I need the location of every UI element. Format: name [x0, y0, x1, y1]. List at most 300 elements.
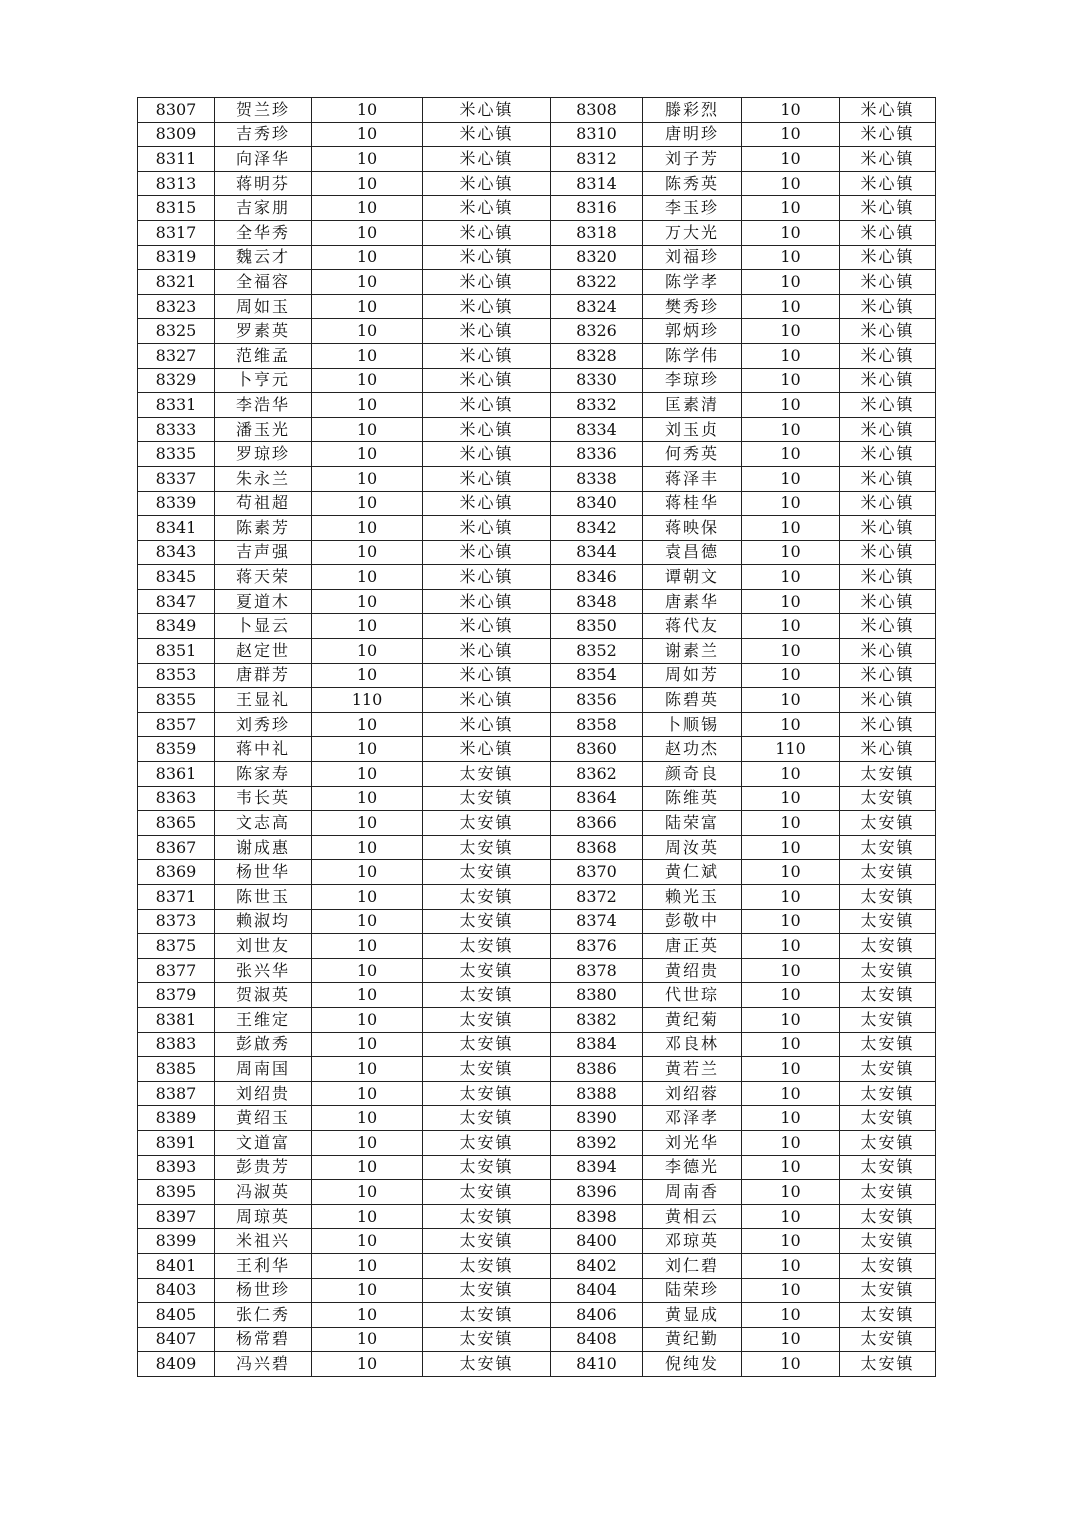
left-id-cell: 8407	[138, 1327, 215, 1352]
table-row	[138, 786, 936, 811]
right-id-cell: 8340	[551, 491, 643, 516]
left-town-cell: 太安镇	[423, 1180, 551, 1205]
left-id-cell: 8353	[138, 663, 215, 688]
right-name-cell: 卜顺锡	[643, 712, 742, 737]
right-town-cell: 太安镇	[840, 1057, 936, 1082]
right-amount-cell: 10	[742, 663, 840, 688]
right-amount-cell: 10	[742, 417, 840, 442]
left-name-cell: 刘绍贵	[215, 1081, 312, 1106]
right-id-cell: 8388	[551, 1081, 643, 1106]
right-town-cell: 米心镇	[840, 491, 936, 516]
left-id-cell: 8331	[138, 393, 215, 418]
left-id-cell: 8329	[138, 368, 215, 393]
left-town-cell: 太安镇	[423, 934, 551, 959]
left-town-cell: 太安镇	[423, 1278, 551, 1303]
right-town-cell: 米心镇	[840, 442, 936, 467]
left-name-cell: 谢成惠	[215, 835, 312, 860]
right-id-cell: 8404	[551, 1278, 643, 1303]
left-name-cell: 朱永兰	[215, 466, 312, 491]
table-row	[138, 319, 936, 344]
right-id-cell: 8408	[551, 1327, 643, 1352]
left-town-cell: 米心镇	[423, 368, 551, 393]
left-id-cell: 8377	[138, 958, 215, 983]
right-id-cell: 8400	[551, 1229, 643, 1254]
left-id-cell: 8357	[138, 712, 215, 737]
right-name-cell: 邓琼英	[643, 1229, 742, 1254]
right-town-cell: 米心镇	[840, 220, 936, 245]
left-id-cell: 8325	[138, 319, 215, 344]
right-amount-cell: 10	[742, 393, 840, 418]
left-amount-cell: 10	[312, 614, 423, 639]
right-town-cell: 米心镇	[840, 565, 936, 590]
right-town-cell: 太安镇	[840, 1327, 936, 1352]
right-name-cell: 黄若兰	[643, 1057, 742, 1082]
left-town-cell: 太安镇	[423, 1081, 551, 1106]
right-amount-cell: 10	[742, 786, 840, 811]
right-id-cell: 8344	[551, 540, 643, 565]
right-amount-cell: 10	[742, 762, 840, 787]
left-town-cell: 太安镇	[423, 1204, 551, 1229]
right-name-cell: 刘仁碧	[643, 1253, 742, 1278]
right-name-cell: 陆荣珍	[643, 1278, 742, 1303]
left-amount-cell: 10	[312, 1032, 423, 1057]
right-town-cell: 米心镇	[840, 614, 936, 639]
left-town-cell: 太安镇	[423, 1106, 551, 1131]
right-name-cell: 陈碧英	[643, 688, 742, 713]
right-town-cell: 米心镇	[840, 147, 936, 172]
right-amount-cell: 10	[742, 171, 840, 196]
right-name-cell: 樊秀珍	[643, 294, 742, 319]
left-name-cell: 吉秀珍	[215, 122, 312, 147]
right-name-cell: 唐明珍	[643, 122, 742, 147]
table-row	[138, 98, 936, 123]
left-name-cell: 贺兰珍	[215, 98, 312, 123]
right-name-cell: 黄仁斌	[643, 860, 742, 885]
left-name-cell: 杨世珍	[215, 1278, 312, 1303]
left-amount-cell: 10	[312, 885, 423, 910]
right-amount-cell: 10	[742, 1057, 840, 1082]
right-name-cell: 刘子芳	[643, 147, 742, 172]
table-row	[138, 122, 936, 147]
table-row	[138, 147, 936, 172]
left-amount-cell: 10	[312, 368, 423, 393]
right-town-cell: 米心镇	[840, 171, 936, 196]
left-amount-cell: 10	[312, 712, 423, 737]
left-name-cell: 杨世华	[215, 860, 312, 885]
right-name-cell: 陈学孝	[643, 270, 742, 295]
left-amount-cell: 10	[312, 589, 423, 614]
left-id-cell: 8393	[138, 1155, 215, 1180]
table-row	[138, 368, 936, 393]
right-id-cell: 8364	[551, 786, 643, 811]
left-town-cell: 太安镇	[423, 1327, 551, 1352]
table-row	[138, 1180, 936, 1205]
right-name-cell: 黄纪菊	[643, 1007, 742, 1032]
left-id-cell: 8359	[138, 737, 215, 762]
left-amount-cell: 10	[312, 516, 423, 541]
left-amount-cell: 10	[312, 663, 423, 688]
left-town-cell: 米心镇	[423, 245, 551, 270]
left-town-cell: 米心镇	[423, 417, 551, 442]
left-amount-cell: 10	[312, 1352, 423, 1377]
right-id-cell: 8366	[551, 811, 643, 836]
left-town-cell: 米心镇	[423, 540, 551, 565]
left-amount-cell: 10	[312, 639, 423, 664]
left-id-cell: 8387	[138, 1081, 215, 1106]
left-town-cell: 太安镇	[423, 835, 551, 860]
right-town-cell: 米心镇	[840, 245, 936, 270]
table-row	[138, 835, 936, 860]
left-name-cell: 卜亨元	[215, 368, 312, 393]
left-name-cell: 蒋明芬	[215, 171, 312, 196]
right-id-cell: 8382	[551, 1007, 643, 1032]
right-town-cell: 太安镇	[840, 1352, 936, 1377]
right-amount-cell: 10	[742, 589, 840, 614]
right-name-cell: 李琼珍	[643, 368, 742, 393]
left-town-cell: 米心镇	[423, 147, 551, 172]
right-name-cell: 黄显成	[643, 1303, 742, 1328]
left-name-cell: 陈家寿	[215, 762, 312, 787]
left-amount-cell: 10	[312, 1106, 423, 1131]
right-amount-cell: 10	[742, 294, 840, 319]
table-row	[138, 1106, 936, 1131]
left-amount-cell: 10	[312, 1057, 423, 1082]
left-town-cell: 米心镇	[423, 491, 551, 516]
table-row	[138, 737, 936, 762]
left-town-cell: 米心镇	[423, 712, 551, 737]
left-amount-cell: 10	[312, 1204, 423, 1229]
right-id-cell: 8346	[551, 565, 643, 590]
left-amount-cell: 10	[312, 1278, 423, 1303]
right-town-cell: 米心镇	[840, 98, 936, 123]
left-town-cell: 米心镇	[423, 294, 551, 319]
left-amount-cell: 10	[312, 245, 423, 270]
right-amount-cell: 10	[742, 122, 840, 147]
right-amount-cell: 10	[742, 958, 840, 983]
left-amount-cell: 10	[312, 1007, 423, 1032]
table-row	[138, 885, 936, 910]
right-amount-cell: 10	[742, 934, 840, 959]
right-town-cell: 太安镇	[840, 885, 936, 910]
right-name-cell: 黄纪勤	[643, 1327, 742, 1352]
left-amount-cell: 10	[312, 319, 423, 344]
table-row	[138, 1352, 936, 1377]
left-id-cell: 8319	[138, 245, 215, 270]
left-amount-cell: 10	[312, 294, 423, 319]
right-id-cell: 8362	[551, 762, 643, 787]
right-id-cell: 8410	[551, 1352, 643, 1377]
table-row	[138, 1278, 936, 1303]
table-row	[138, 762, 936, 787]
left-id-cell: 8323	[138, 294, 215, 319]
right-town-cell: 太安镇	[840, 762, 936, 787]
left-town-cell: 米心镇	[423, 393, 551, 418]
left-name-cell: 文道富	[215, 1130, 312, 1155]
right-id-cell: 8316	[551, 196, 643, 221]
table-row	[138, 934, 936, 959]
right-id-cell: 8360	[551, 737, 643, 762]
left-name-cell: 赖淑均	[215, 909, 312, 934]
right-town-cell: 太安镇	[840, 1229, 936, 1254]
right-id-cell: 8314	[551, 171, 643, 196]
right-town-cell: 太安镇	[840, 811, 936, 836]
table-row	[138, 393, 936, 418]
left-amount-cell: 10	[312, 220, 423, 245]
table-row	[138, 712, 936, 737]
right-town-cell: 米心镇	[840, 516, 936, 541]
right-amount-cell: 10	[742, 343, 840, 368]
table-row	[138, 958, 936, 983]
right-town-cell: 太安镇	[840, 983, 936, 1008]
right-id-cell: 8336	[551, 442, 643, 467]
left-town-cell: 米心镇	[423, 196, 551, 221]
left-town-cell: 米心镇	[423, 737, 551, 762]
left-id-cell: 8343	[138, 540, 215, 565]
left-town-cell: 太安镇	[423, 983, 551, 1008]
left-amount-cell: 10	[312, 196, 423, 221]
right-town-cell: 太安镇	[840, 1155, 936, 1180]
right-town-cell: 米心镇	[840, 737, 936, 762]
table-row	[138, 516, 936, 541]
right-town-cell: 太安镇	[840, 1081, 936, 1106]
left-amount-cell: 10	[312, 983, 423, 1008]
left-id-cell: 8361	[138, 762, 215, 787]
left-town-cell: 太安镇	[423, 909, 551, 934]
right-name-cell: 蒋泽丰	[643, 466, 742, 491]
left-name-cell: 向泽华	[215, 147, 312, 172]
left-town-cell: 太安镇	[423, 786, 551, 811]
left-amount-cell: 110	[312, 688, 423, 713]
right-name-cell: 陆荣富	[643, 811, 742, 836]
right-amount-cell: 10	[742, 491, 840, 516]
right-id-cell: 8390	[551, 1106, 643, 1131]
table-row	[138, 983, 936, 1008]
table-row	[138, 171, 936, 196]
right-town-cell: 太安镇	[840, 1130, 936, 1155]
right-name-cell: 匡素清	[643, 393, 742, 418]
left-name-cell: 罗素英	[215, 319, 312, 344]
table-row	[138, 1130, 936, 1155]
left-name-cell: 彭啟秀	[215, 1032, 312, 1057]
left-name-cell: 蒋中礼	[215, 737, 312, 762]
left-id-cell: 8317	[138, 220, 215, 245]
left-name-cell: 范维孟	[215, 343, 312, 368]
right-name-cell: 周如芳	[643, 663, 742, 688]
right-amount-cell: 10	[742, 196, 840, 221]
right-amount-cell: 10	[742, 98, 840, 123]
right-amount-cell: 10	[742, 220, 840, 245]
left-amount-cell: 10	[312, 565, 423, 590]
table-row	[138, 663, 936, 688]
right-amount-cell: 10	[742, 368, 840, 393]
right-amount-cell: 10	[742, 1081, 840, 1106]
left-town-cell: 太安镇	[423, 1253, 551, 1278]
right-id-cell: 8392	[551, 1130, 643, 1155]
right-id-cell: 8384	[551, 1032, 643, 1057]
right-amount-cell: 110	[742, 737, 840, 762]
left-id-cell: 8367	[138, 835, 215, 860]
right-town-cell: 太安镇	[840, 1032, 936, 1057]
right-town-cell: 太安镇	[840, 1007, 936, 1032]
right-name-cell: 周汝英	[643, 835, 742, 860]
right-amount-cell: 10	[742, 442, 840, 467]
left-amount-cell: 10	[312, 1180, 423, 1205]
right-id-cell: 8398	[551, 1204, 643, 1229]
left-amount-cell: 10	[312, 1229, 423, 1254]
table-row	[138, 639, 936, 664]
right-name-cell: 谢素兰	[643, 639, 742, 664]
left-town-cell: 太安镇	[423, 860, 551, 885]
right-amount-cell: 10	[742, 147, 840, 172]
right-town-cell: 太安镇	[840, 1253, 936, 1278]
right-amount-cell: 10	[742, 1155, 840, 1180]
right-name-cell: 蒋代友	[643, 614, 742, 639]
right-amount-cell: 10	[742, 1303, 840, 1328]
left-amount-cell: 10	[312, 958, 423, 983]
right-town-cell: 米心镇	[840, 466, 936, 491]
roster-table-body	[138, 98, 936, 1377]
left-amount-cell: 10	[312, 909, 423, 934]
right-amount-cell: 10	[742, 688, 840, 713]
left-town-cell: 米心镇	[423, 639, 551, 664]
right-name-cell: 唐素华	[643, 589, 742, 614]
table-row	[138, 220, 936, 245]
left-town-cell: 太安镇	[423, 1352, 551, 1377]
left-name-cell: 韦长英	[215, 786, 312, 811]
right-amount-cell: 10	[742, 1204, 840, 1229]
left-town-cell: 米心镇	[423, 466, 551, 491]
right-name-cell: 赵功杰	[643, 737, 742, 762]
left-id-cell: 8405	[138, 1303, 215, 1328]
right-name-cell: 邓泽孝	[643, 1106, 742, 1131]
right-amount-cell: 10	[742, 540, 840, 565]
left-amount-cell: 10	[312, 171, 423, 196]
left-name-cell: 全华秀	[215, 220, 312, 245]
right-town-cell: 米心镇	[840, 270, 936, 295]
left-name-cell: 冯淑英	[215, 1180, 312, 1205]
left-town-cell: 太安镇	[423, 885, 551, 910]
table-row	[138, 442, 936, 467]
table-row	[138, 1007, 936, 1032]
right-name-cell: 刘福珍	[643, 245, 742, 270]
right-town-cell: 太安镇	[840, 1204, 936, 1229]
left-id-cell: 8373	[138, 909, 215, 934]
table-row	[138, 565, 936, 590]
right-name-cell: 李德光	[643, 1155, 742, 1180]
right-name-cell: 陈学伟	[643, 343, 742, 368]
left-amount-cell: 10	[312, 737, 423, 762]
right-amount-cell: 10	[742, 1327, 840, 1352]
right-name-cell: 蒋映保	[643, 516, 742, 541]
right-name-cell: 黄绍贵	[643, 958, 742, 983]
right-amount-cell: 10	[742, 319, 840, 344]
left-id-cell: 8339	[138, 491, 215, 516]
right-amount-cell: 10	[742, 245, 840, 270]
right-name-cell: 唐正英	[643, 934, 742, 959]
left-id-cell: 8313	[138, 171, 215, 196]
table-row	[138, 1253, 936, 1278]
right-town-cell: 米心镇	[840, 343, 936, 368]
left-name-cell: 张兴华	[215, 958, 312, 983]
left-amount-cell: 10	[312, 1081, 423, 1106]
table-row	[138, 1229, 936, 1254]
left-town-cell: 米心镇	[423, 688, 551, 713]
right-amount-cell: 10	[742, 885, 840, 910]
right-id-cell: 8358	[551, 712, 643, 737]
right-amount-cell: 10	[742, 1253, 840, 1278]
left-amount-cell: 10	[312, 1303, 423, 1328]
left-name-cell: 米祖兴	[215, 1229, 312, 1254]
right-name-cell: 彭敬中	[643, 909, 742, 934]
right-amount-cell: 10	[742, 1229, 840, 1254]
right-id-cell: 8324	[551, 294, 643, 319]
right-name-cell: 赖光玉	[643, 885, 742, 910]
left-name-cell: 罗琼珍	[215, 442, 312, 467]
right-amount-cell: 10	[742, 1106, 840, 1131]
right-id-cell: 8310	[551, 122, 643, 147]
left-town-cell: 太安镇	[423, 811, 551, 836]
right-town-cell: 米心镇	[840, 196, 936, 221]
left-id-cell: 8403	[138, 1278, 215, 1303]
left-id-cell: 8347	[138, 589, 215, 614]
right-name-cell: 李玉珍	[643, 196, 742, 221]
right-amount-cell: 10	[742, 835, 840, 860]
left-name-cell: 周南国	[215, 1057, 312, 1082]
right-name-cell: 袁昌德	[643, 540, 742, 565]
right-id-cell: 8350	[551, 614, 643, 639]
right-amount-cell: 10	[742, 1032, 840, 1057]
right-name-cell: 何秀英	[643, 442, 742, 467]
right-id-cell: 8374	[551, 909, 643, 934]
left-name-cell: 刘世友	[215, 934, 312, 959]
left-town-cell: 米心镇	[423, 343, 551, 368]
left-amount-cell: 10	[312, 98, 423, 123]
right-amount-cell: 10	[742, 639, 840, 664]
left-amount-cell: 10	[312, 122, 423, 147]
left-amount-cell: 10	[312, 393, 423, 418]
left-id-cell: 8315	[138, 196, 215, 221]
right-id-cell: 8394	[551, 1155, 643, 1180]
left-town-cell: 太安镇	[423, 1303, 551, 1328]
table-row	[138, 270, 936, 295]
left-town-cell: 米心镇	[423, 516, 551, 541]
left-name-cell: 潘玉光	[215, 417, 312, 442]
right-name-cell: 郭炳珍	[643, 319, 742, 344]
right-town-cell: 米心镇	[840, 663, 936, 688]
left-town-cell: 米心镇	[423, 270, 551, 295]
right-name-cell: 周南香	[643, 1180, 742, 1205]
right-town-cell: 太安镇	[840, 958, 936, 983]
table-row	[138, 1327, 936, 1352]
right-name-cell: 谭朝文	[643, 565, 742, 590]
left-town-cell: 太安镇	[423, 1032, 551, 1057]
left-id-cell: 8409	[138, 1352, 215, 1377]
left-name-cell: 张仁秀	[215, 1303, 312, 1328]
left-id-cell: 8363	[138, 786, 215, 811]
left-town-cell: 米心镇	[423, 565, 551, 590]
left-name-cell: 周如玉	[215, 294, 312, 319]
left-amount-cell: 10	[312, 442, 423, 467]
right-town-cell: 太安镇	[840, 1303, 936, 1328]
left-name-cell: 文志高	[215, 811, 312, 836]
left-name-cell: 赵定世	[215, 639, 312, 664]
left-name-cell: 周琼英	[215, 1204, 312, 1229]
right-town-cell: 米心镇	[840, 540, 936, 565]
right-id-cell: 8328	[551, 343, 643, 368]
right-amount-cell: 10	[742, 1180, 840, 1205]
left-id-cell: 8399	[138, 1229, 215, 1254]
left-amount-cell: 10	[312, 835, 423, 860]
